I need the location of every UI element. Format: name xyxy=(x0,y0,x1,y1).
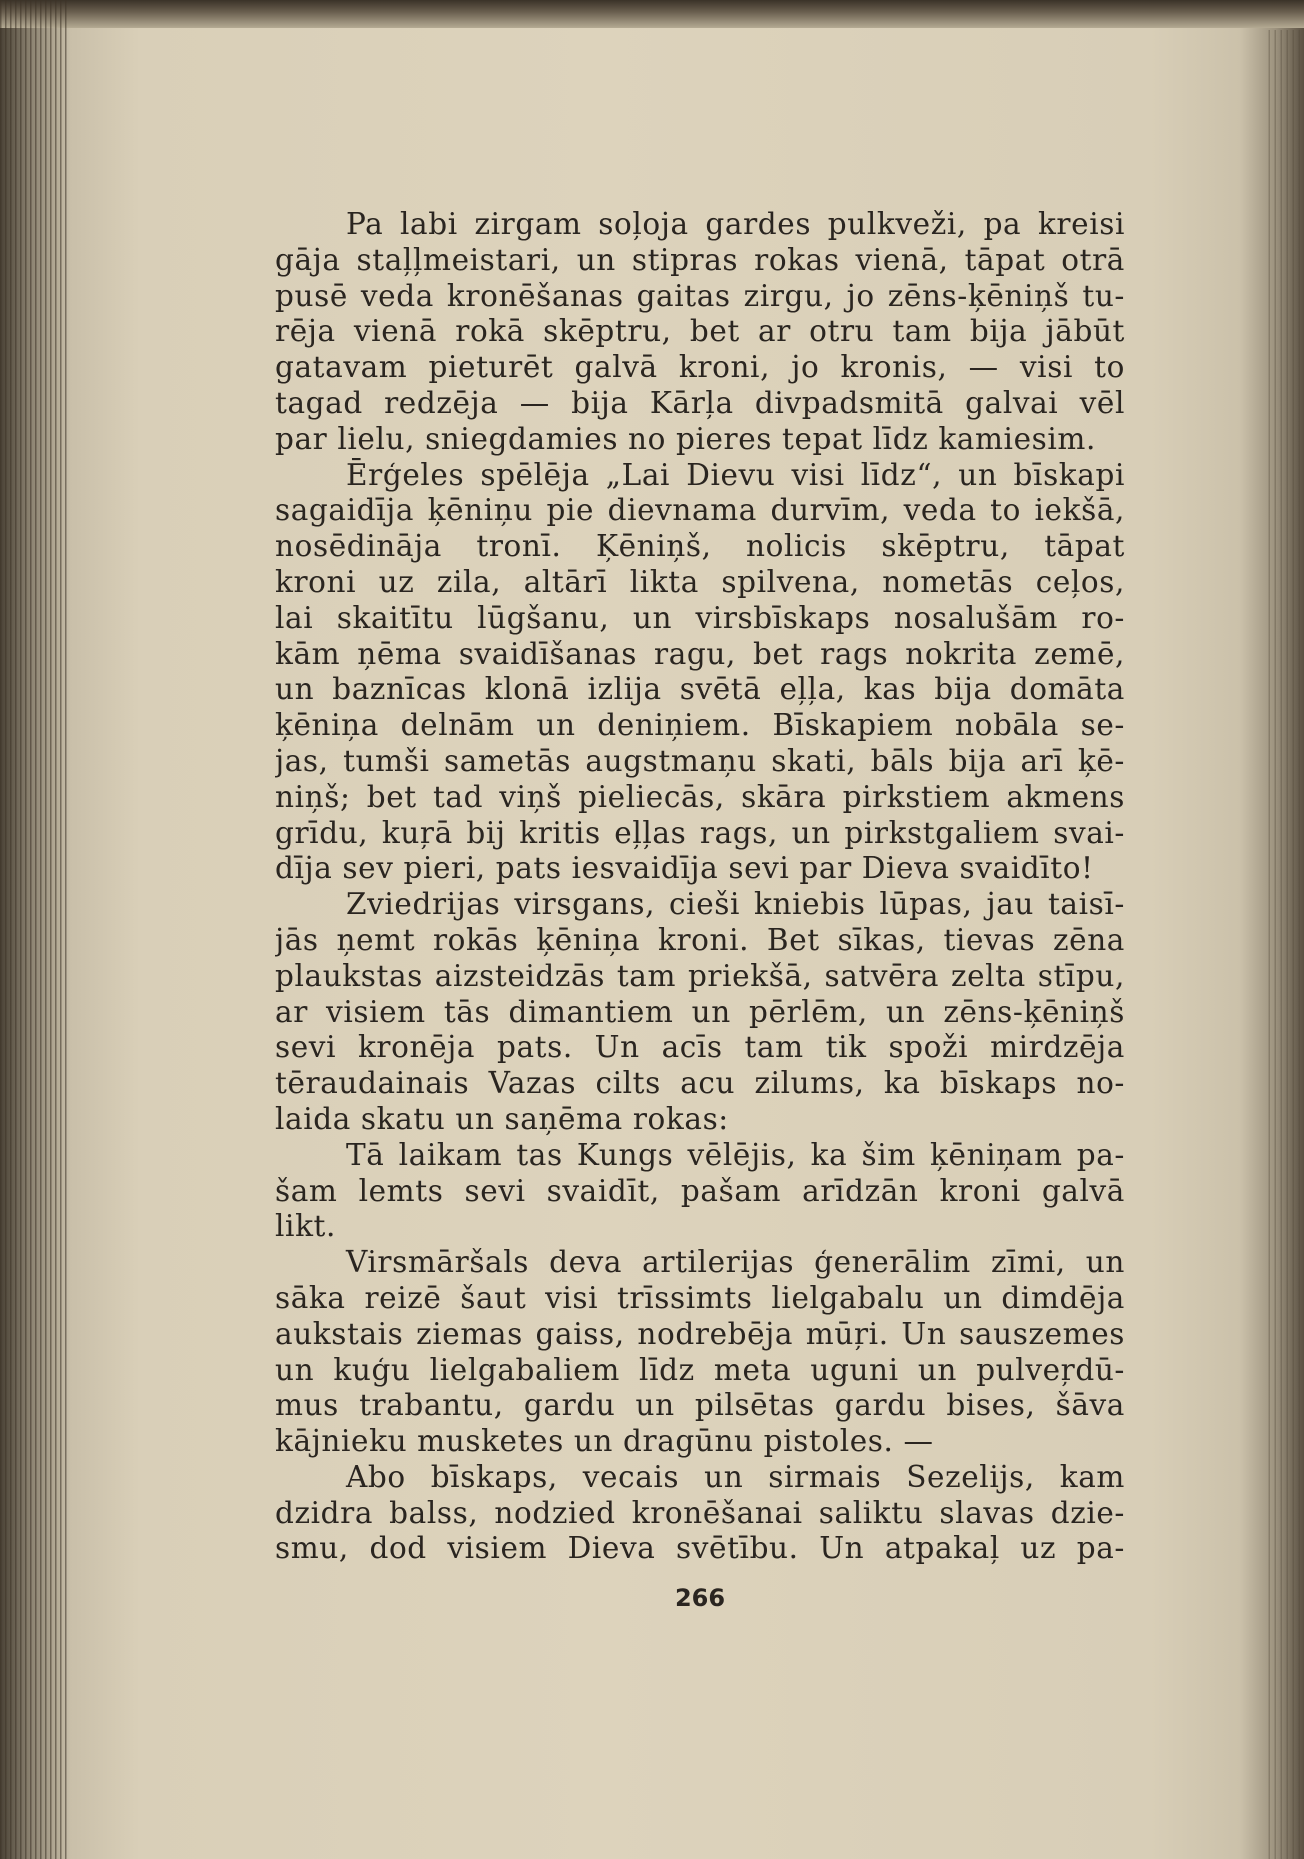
text-line: dzidra balss, nodzied kronēšanai saliktu slavas dzie- xyxy=(275,1495,1125,1530)
text-line: plaukstas aizsteidzās tam priekšā, satvēra zelta stīpu, xyxy=(275,958,1125,993)
text-line: dīja sev pieri, pats iesvaidīja sevi par Dieva svaidīto! xyxy=(275,851,1094,886)
text-line: gāja staļļmeistari, un stipras rokas vienā, tāpat otrā xyxy=(275,242,1125,277)
text-line: lai skaitītu lūgšanu, un virsbīskaps nosalušām ro- xyxy=(275,600,1125,635)
text-line: jās ņemt rokās ķēniņa kroni. Bet sīkas, tievas zēna xyxy=(275,922,1125,957)
page-top-edge xyxy=(0,0,1304,28)
text-line: niņš; bet tad viņš pieliecās, skāra pirkstiem akmens xyxy=(275,779,1125,814)
text-line: Abo bīskaps, vecais un sirmais Sezelijs, kam xyxy=(346,1459,1125,1494)
text-line: sagaidīja ķēniņu pie dievnama durvīm, veda to iekšā, xyxy=(275,493,1125,528)
text-line: ķēniņa delnām un deniņiem. Bīskapiem nobāla se- xyxy=(275,708,1125,743)
text-line: pusē veda kronēšanas gaitas zirgu, jo zēns-ķēniņš tu- xyxy=(275,278,1125,313)
text-line: tēraudainais Vazas cilts acu zilums, ka bīskaps no- xyxy=(275,1066,1125,1101)
text-line: likt. xyxy=(275,1209,336,1244)
text-line: Virsmāršals deva artilerijas ģenerālim zīmi, un xyxy=(346,1245,1125,1280)
text-line: jas, tumši sametās augstmaņu skati, bāls bija arī ķē- xyxy=(275,743,1125,778)
page-number: 266 xyxy=(674,1584,726,1612)
text-line: smu, dod visiem Dieva svētību. Un atpakaļ uz pa- xyxy=(275,1531,1125,1566)
text-line: Pa labi zirgam soļoja gardes pulkveži, pa kreisi xyxy=(346,207,1125,241)
text-line: un kuģu lielgabaliem līdz meta uguni un pulveŗdū- xyxy=(275,1352,1125,1387)
text-line: par lielu, sniegdamies no pieres tepat līdz kamiesim. xyxy=(275,421,1096,456)
body-text xyxy=(275,207,1125,1567)
text-line: nosēdināja tronī. Ķēniņš, nolicis skēptru, tāpat xyxy=(275,529,1125,564)
text-line: Tā laikam tas Kungs vēlējis, ka šim ķēniņam pa- xyxy=(346,1137,1125,1172)
text-line: kroni uz zila, altārī likta spilvena, nometās ceļos, xyxy=(275,564,1125,599)
page-stack-left-edge xyxy=(0,0,70,1859)
text-line: un baznīcas klonā izlija svētā eļļa, kas bija domāta xyxy=(275,672,1125,707)
text-line: aukstais ziemas gaiss, nodrebēja mūŗi. Un sauszemes xyxy=(275,1316,1125,1351)
text-line: mus trabantu, gardu un pilsētas gardu bises, šāva xyxy=(275,1388,1125,1423)
text-line: sevi kronēja pats. Un acīs tam tik spoži mirdzēja xyxy=(275,1030,1125,1065)
text-line: tagad redzēja — bija Kārļa divpadsmitā galvai vēl xyxy=(275,385,1125,420)
text-line: kām ņēma svaidīšanas ragu, bet rags nokrita zemē, xyxy=(275,636,1125,671)
text-line: grīdu, kuŗā bij kritis eļļas rags, un pirkstgaliem svai- xyxy=(275,815,1125,850)
text-line: ar visiem tās dimantiem un pērlēm, un zēns-ķēniņš xyxy=(275,994,1125,1029)
text-line: Zviedrijas virsgans, cieši kniebis lūpas, jau taisī- xyxy=(346,887,1125,922)
page-stack-right-edge xyxy=(1264,30,1304,1859)
text-line: kājnieku musketes un dragūnu pistoles. — xyxy=(275,1424,934,1459)
text-line: šam lemts sevi svaidīt, pašam arīdzān kroni galvā xyxy=(275,1173,1125,1208)
text-line: gatavam pieturēt galvā kroni, jo kronis, — visi to xyxy=(275,350,1125,385)
text-line: rēja vienā rokā skēptru, bet ar otru tam bija jābūt xyxy=(275,314,1125,349)
text-line: laida skatu un saņēma rokas: xyxy=(275,1101,729,1136)
text-line: Ērģeles spēlēja „Lai Dievu visi līdz“, un bīskapi xyxy=(346,457,1125,492)
text-line: sāka reizē šaut visi trīssimts lielgabalu un dimdēja xyxy=(275,1280,1125,1315)
